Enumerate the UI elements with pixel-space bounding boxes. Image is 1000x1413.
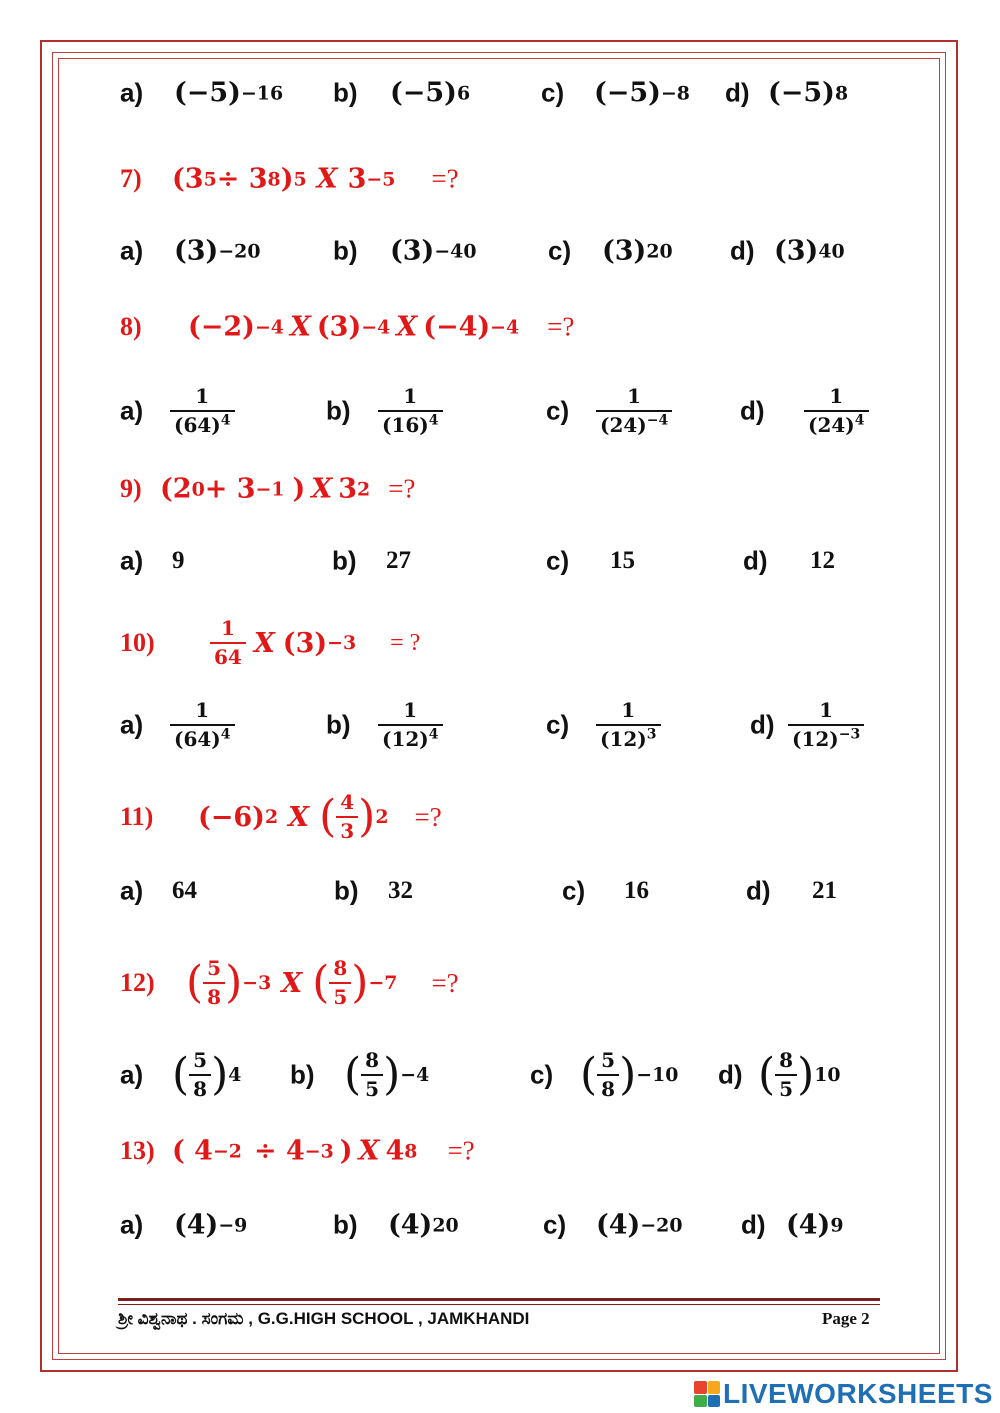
option-value: (−5) 6	[390, 77, 471, 109]
q10-options	[0, 690, 1000, 760]
option-value: ( $\frac{5}{8}$ ) 4	[172, 1048, 242, 1101]
q6-options	[0, 58, 1000, 128]
option-label: c)	[562, 875, 586, 906]
option-value: (−5) −16	[174, 77, 284, 109]
option-label: a)	[120, 709, 144, 740]
option-value: (4) −9	[174, 1209, 248, 1241]
option-label: b)	[326, 395, 351, 426]
q13-options	[0, 1190, 1000, 1260]
option-value: (4) 9	[786, 1209, 844, 1241]
option-value: ( $\frac{8}{5}$ ) −4	[344, 1048, 430, 1101]
option-value: $\frac{1}{(16)^4}$	[378, 385, 443, 437]
option-value: 64	[172, 877, 197, 904]
question-number: 13)	[120, 1136, 155, 1165]
option-value: ( $\frac{5}{8}$ ) −10	[580, 1048, 679, 1101]
option-label: b)	[332, 545, 357, 576]
option-label: c)	[546, 395, 570, 426]
q12-options	[0, 1040, 1000, 1110]
option-value: 12	[810, 547, 835, 574]
footer-rule	[118, 1298, 880, 1301]
option-label: b)	[326, 709, 351, 740]
option-value: (3) 20	[602, 235, 673, 267]
option-value: 21	[812, 877, 837, 904]
option-value: $\frac{1}{(64)^4}$	[170, 699, 235, 751]
brand-text: LIVEWORKSHEETS	[723, 1378, 993, 1409]
option-value: (−5) −8	[594, 77, 690, 109]
question-number: 7)	[120, 164, 142, 193]
option-label: b)	[333, 235, 358, 266]
option-value: (4) 20	[388, 1209, 459, 1241]
page-number: Page 2	[822, 1309, 870, 1328]
option-value: (3) −20	[174, 235, 261, 267]
option-label: a)	[120, 1059, 144, 1090]
option-label: b)	[333, 1209, 358, 1240]
option-value: $\frac{1}{(64)^4}$	[170, 385, 235, 437]
option-label: a)	[120, 1209, 144, 1240]
option-value: (−5) 8	[768, 77, 849, 109]
option-label: d)	[743, 545, 768, 576]
footer-rule-thin	[118, 1304, 880, 1305]
option-value: $\frac{1}{(24)^4}$	[804, 385, 869, 437]
option-label: c)	[543, 1209, 567, 1240]
liveworksheets-brand	[694, 1378, 993, 1410]
question-9	[0, 454, 1000, 524]
option-label: c)	[530, 1059, 554, 1090]
option-value: $\frac{1}{(12)^3}$	[596, 699, 661, 751]
question-expression: ( $\frac{5}{8}$ ) −3 X ( $\frac{8}{5}$ ) −7 =?	[186, 956, 459, 1009]
question-expression: $\frac{1}{64}$ X (3) −3 = ?	[210, 617, 420, 669]
question-13	[0, 1116, 1000, 1186]
q7-options	[0, 216, 1000, 286]
question-expression: (2 0 + 3 −1 ) X 3 2 =?	[160, 473, 416, 505]
option-value: (3) 40	[774, 235, 845, 267]
question-expression: (−6) 2 X ( $\frac{4}{3}$ ) 2 =?	[198, 790, 442, 843]
option-label: d)	[740, 395, 765, 426]
footer-school-name: ಶ್ರೀ ವಿಶ್ವನಾಥ . ಸಂಗಮ , G.G.HIGH SCHOOL , JAMKHANDI	[118, 1309, 530, 1328]
option-label: a)	[120, 545, 144, 576]
option-label: c)	[541, 77, 565, 108]
option-value: 16	[624, 877, 649, 904]
q9-options	[0, 526, 1000, 596]
question-number: 8)	[120, 312, 142, 341]
option-value: 15	[610, 547, 635, 574]
option-value: 32	[388, 877, 413, 904]
option-label: d)	[730, 235, 755, 266]
option-value: (4) −20	[596, 1209, 683, 1241]
question-number: 10)	[120, 628, 155, 657]
liveworksheets-logo-icon	[694, 1381, 720, 1407]
question-10	[0, 608, 1000, 678]
option-label: d)	[718, 1059, 743, 1090]
option-label: d)	[741, 1209, 766, 1240]
option-label: b)	[333, 77, 358, 108]
option-value: $\frac{1}{(24)^{-4}}$	[596, 385, 672, 437]
option-label: c)	[546, 545, 570, 576]
question-8	[0, 292, 1000, 362]
question-expression: ( 4 −2 ÷ 4 −3 ) X 4 8 =?	[172, 1135, 475, 1167]
option-label: d)	[746, 875, 771, 906]
option-label: c)	[548, 235, 572, 266]
question-expression: (3 5 ÷ 3 8 ) 5 X 3 −5 =?	[172, 163, 459, 195]
option-label: d)	[750, 709, 775, 740]
option-label: b)	[290, 1059, 315, 1090]
question-number: 12)	[120, 968, 155, 997]
question-number: 9)	[120, 474, 142, 503]
option-value: ( $\frac{8}{5}$ ) 10	[758, 1048, 841, 1101]
option-value: $\frac{1}{(12)^{-3}}$	[788, 699, 864, 751]
option-label: a)	[120, 875, 144, 906]
question-7	[0, 144, 1000, 214]
question-number: 11)	[120, 802, 154, 831]
option-label: a)	[120, 77, 144, 108]
option-value: (3) −40	[390, 235, 477, 267]
option-label: b)	[334, 875, 359, 906]
option-value: 9	[172, 547, 185, 574]
q8-options	[0, 376, 1000, 446]
option-value: $\frac{1}{(12)^4}$	[378, 699, 443, 751]
option-label: a)	[120, 395, 144, 426]
question-11	[0, 782, 1000, 852]
question-12	[0, 948, 1000, 1018]
question-expression: (−2) −4 X (3) −4 X (−4) −4 =?	[188, 311, 575, 343]
option-label: d)	[725, 77, 750, 108]
option-value: 27	[386, 547, 411, 574]
option-label: a)	[120, 235, 144, 266]
option-label: c)	[546, 709, 570, 740]
q11-options	[0, 856, 1000, 926]
